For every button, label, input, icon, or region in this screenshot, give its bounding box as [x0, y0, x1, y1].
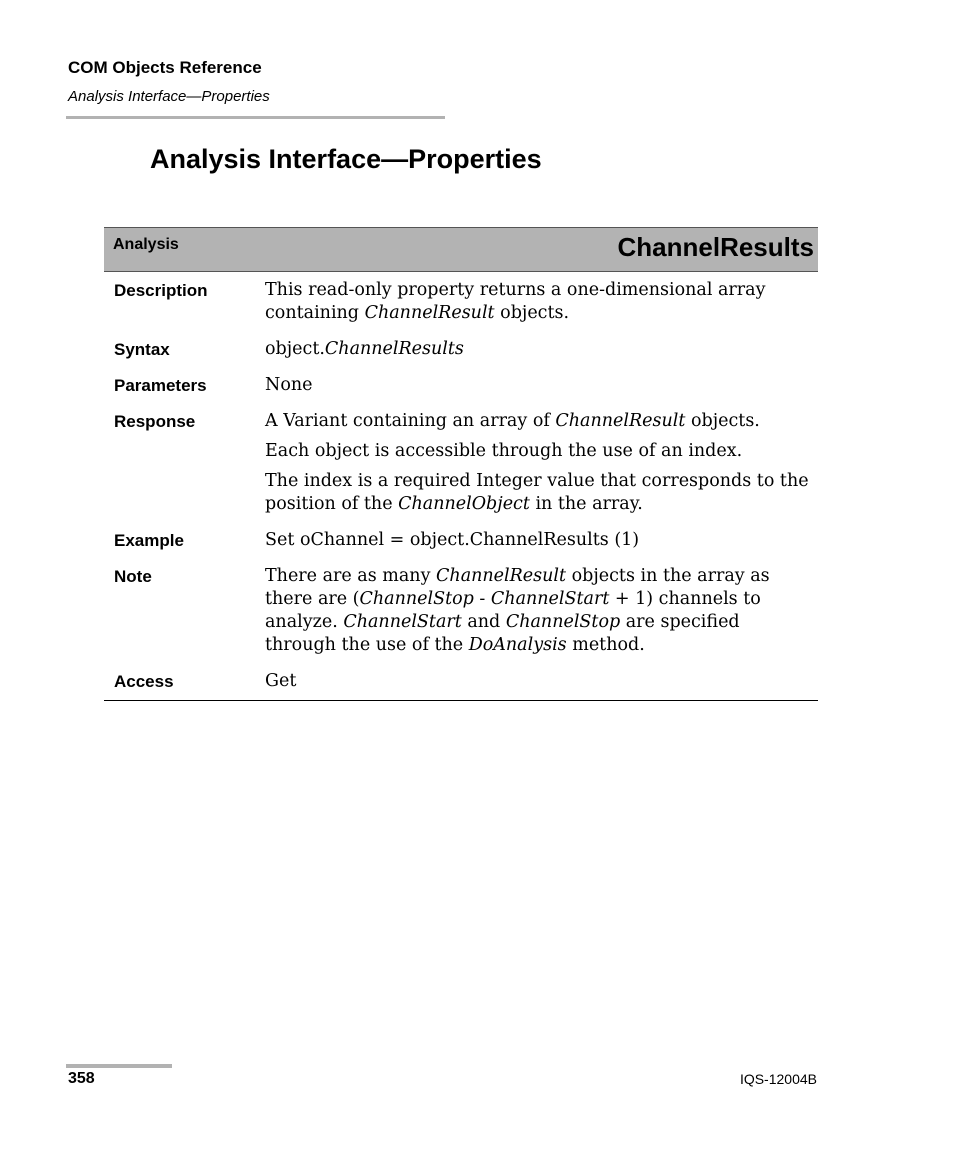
- response-text: The index is a required Integer value that corresponds to the position of the: [265, 471, 809, 514]
- row-value: Get: [265, 671, 297, 691]
- table-row-access: [104, 663, 818, 699]
- syntax-text: object.: [265, 339, 325, 359]
- document-id: IQS-12004B: [739, 1071, 817, 1087]
- row-value: [265, 338, 818, 361]
- header-subsection: Analysis Interface—Properties: [68, 88, 270, 105]
- note-text: There are as many: [265, 566, 437, 586]
- page-title: Analysis Interface—Properties: [150, 144, 542, 174]
- note-emphasis: DoAnalysis: [468, 635, 567, 655]
- response-text: in the array.: [529, 494, 643, 514]
- note-emphasis: ChannelStart: [490, 589, 610, 609]
- note-emphasis: ChannelStop: [505, 612, 621, 632]
- description-text: This read-only property returns a one-dimensional array: [265, 280, 766, 300]
- row-label: Description: [114, 281, 208, 300]
- property-table-header: [104, 227, 818, 272]
- header-section-title: COM Objects Reference: [68, 58, 262, 77]
- row-value: None: [265, 375, 313, 395]
- row-label: Syntax: [114, 340, 170, 359]
- row-value: Set oChannel = object.ChannelResults (1): [265, 530, 640, 550]
- note-emphasis: ChannelStop: [359, 589, 474, 609]
- note-text: method.: [566, 635, 645, 655]
- note-text: and: [461, 612, 506, 632]
- note-text: + 1) channels to analyze.: [265, 589, 761, 632]
- table-category: Analysis: [113, 236, 179, 253]
- table-row-response: [104, 403, 818, 522]
- row-value: [265, 410, 818, 516]
- footer-divider: [66, 1064, 172, 1068]
- note-text: objects in the array as there are (: [265, 566, 770, 609]
- row-value: [265, 565, 818, 657]
- note-text: are specified through the use of the: [265, 612, 740, 655]
- table-row-example: [104, 522, 818, 558]
- row-label: Response: [114, 412, 196, 431]
- row-label: Note: [114, 567, 152, 586]
- note-emphasis: ChannelResult: [436, 566, 567, 586]
- response-text: A Variant containing an array of: [265, 411, 556, 431]
- table-property-name: ChannelResults: [617, 232, 814, 262]
- header-divider: [66, 116, 445, 119]
- description-text: containing: [265, 303, 365, 323]
- syntax-emphasis: ChannelResults: [324, 339, 464, 359]
- note-text: -: [473, 589, 491, 609]
- description-emphasis: ChannelResult: [364, 303, 495, 323]
- response-paragraph: [265, 410, 812, 433]
- table-bottom-rule: [104, 700, 818, 701]
- response-emphasis: ChannelObject: [398, 494, 530, 514]
- table-row-note: [104, 558, 818, 663]
- table-row-description: [104, 272, 818, 331]
- row-label: Parameters: [114, 376, 207, 395]
- page-number: 358: [68, 1070, 95, 1087]
- row-label: Access: [114, 672, 174, 691]
- table-row-parameters: [104, 367, 818, 403]
- note-emphasis: ChannelStart: [343, 612, 462, 632]
- table-row-syntax: [104, 331, 818, 367]
- row-value: [265, 279, 818, 325]
- property-table: [104, 227, 818, 701]
- response-text: objects.: [685, 411, 760, 431]
- response-paragraph: Each object is accessible through the use of an index.: [265, 441, 743, 461]
- response-emphasis: ChannelResult: [555, 411, 686, 431]
- row-label: Example: [114, 531, 184, 550]
- description-text: objects.: [494, 303, 570, 323]
- response-paragraph: [265, 470, 812, 516]
